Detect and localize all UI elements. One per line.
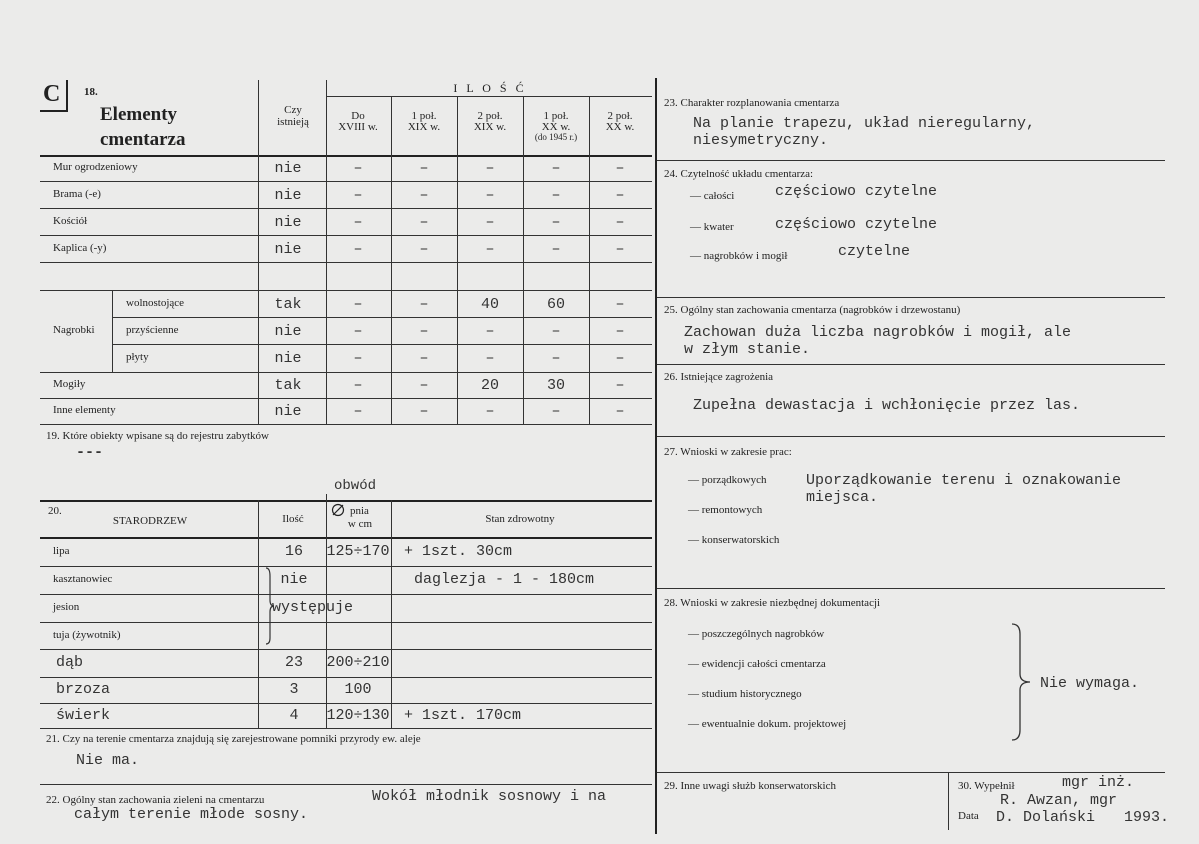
q22-answer-1: Wokół młodnik sosnowy i na [372, 788, 607, 805]
q28-brace-mark [1010, 622, 1032, 747]
tree-quantity: 3 [289, 681, 299, 698]
q20-col-obwod-1: pnia [350, 505, 369, 517]
row-period-value: – [615, 186, 625, 204]
q24-answer-calosci: częściowo czytelne [775, 183, 938, 200]
row-period-value: – [615, 377, 625, 394]
q21-label: 21. Czy na terenie cmentarza znajdują się zarejestrowane pomniki przyrody ew. aleje [46, 733, 421, 745]
q23-label: 23. Charakter rozplanowania cmentarza [664, 97, 840, 109]
q20-col-obwod-2: w cm [347, 518, 373, 530]
row-period-value: – [615, 213, 625, 231]
q28-item-1: — poszczególnych nagrobków [688, 628, 825, 640]
q23-answer-1: Na planie trapezu, układ nieregularny, [693, 115, 1036, 132]
row-period-value: – [419, 295, 429, 313]
tree-quantity: 16 [284, 542, 304, 560]
row-period-value: – [485, 350, 495, 367]
section-title-line1: Elementy [100, 104, 178, 125]
period-header-3-line-2: XIX w. [473, 121, 507, 133]
q28-item-4: — ewentualnie dokum. projektowej [688, 718, 847, 730]
period-header-1-line-1: Do [351, 110, 365, 122]
q27-label: 27. Wnioski w zakresie prac: [664, 446, 792, 458]
q27-item-remontowych: — remontowych [688, 504, 763, 516]
row-period-value: 40 [480, 295, 500, 313]
q20-col-ilosc: Ilość [282, 513, 304, 525]
row-period-value: 30 [546, 377, 566, 394]
row-period-value: – [485, 213, 495, 231]
period-header-2-line-2: XIX w. [407, 121, 441, 133]
row-period-value: – [353, 377, 363, 394]
row-period-value: – [485, 403, 495, 420]
row-exists-value: nie [274, 350, 302, 367]
tree-quantity: 23 [284, 654, 304, 671]
period-header-5-line-1: 2 poł. [607, 110, 633, 122]
row-period-value: – [353, 350, 363, 367]
q30-line2: R. Awzan, mgr [1000, 792, 1118, 809]
tree-name: lipa [53, 544, 70, 557]
row-period-value: – [551, 186, 561, 204]
row-period-value: – [419, 377, 429, 394]
row-period-value: – [615, 240, 625, 258]
q19-label: 19. Które obiekty wpisane są do rejestru zabytków [46, 430, 269, 442]
row-period-value: – [353, 186, 363, 204]
row-label: Brama (-e) [53, 187, 101, 200]
period-header-3-line-1: 2 poł. [477, 110, 503, 122]
q24-item-calosci: — całości [690, 190, 735, 202]
tree-circumference: 120÷130 [326, 706, 390, 724]
row-period-value: – [551, 403, 561, 420]
row-period-value: – [419, 186, 429, 204]
tree-name: świerk [56, 706, 111, 724]
q25-label: 25. Ogólny stan zachowania cmentarza (nagrobków i drzewostanu) [664, 304, 961, 316]
q22-label: 22. Ogólny stan zachowania zieleni na cmentarzu [46, 794, 265, 806]
q20-col-stan: Stan zdrowotny [485, 513, 555, 525]
tree-circumference: 100 [344, 681, 372, 698]
row-period-value: – [353, 322, 363, 340]
row-exists-value: nie [274, 322, 302, 340]
row-period-value: – [615, 160, 625, 177]
row-period-value: – [615, 350, 625, 367]
q26-answer: Zupełna dewastacja i wchłonięcie przez las. [693, 397, 1081, 414]
row-exists-value: nie [274, 213, 302, 231]
q26-label: 26. Istniejące zagrożenia [664, 371, 774, 383]
q28-item-2: — ewidencji całości cmentarza [688, 658, 826, 670]
nagrobki-label: Nagrobki [53, 324, 95, 336]
row-period-value: – [353, 213, 363, 231]
row-period-value: – [485, 240, 495, 258]
row-period-value: – [419, 403, 429, 420]
row-label: wolnostojące [126, 296, 185, 309]
q25-answer-1: Zachowan duża liczba nagrobków i mogił, ale [684, 324, 1072, 341]
q21-answer: Nie ma. [76, 752, 140, 769]
q24-answer-nagrobkow: czytelne [838, 243, 911, 260]
col-czy-label-1: Czy [284, 104, 302, 116]
row-period-value: – [353, 240, 363, 258]
q23-answer-2: niesymetryczny. [693, 132, 829, 149]
row-exists-value: tak [274, 295, 302, 313]
row-period-value: – [419, 350, 429, 367]
row-period-value: 20 [480, 377, 500, 394]
q28-label: 28. Wnioski w zakresie niezbędnej dokumentacji [664, 597, 881, 609]
tree-quantity: nie [280, 571, 308, 588]
row-period-value: – [615, 295, 625, 313]
period-header-5-line-2: XX w. [605, 121, 635, 133]
q20-brace-note: występuje [272, 599, 354, 616]
row-period-value: – [551, 350, 561, 367]
tree-circumference: 200÷210 [326, 654, 390, 671]
tree-health: + 1szt. 30cm [404, 542, 513, 560]
q27-item-porzadkowych: — porządkowych [688, 474, 767, 486]
period-header-2-line-1: 1 poł. [411, 110, 437, 122]
q29-label: 29. Inne uwagi służb konserwatorskich [664, 780, 836, 792]
row-exists-value: nie [274, 160, 302, 177]
q20-number: 20. [48, 505, 62, 517]
q24-item-nagrobkow: — nagrobków i mogił [690, 250, 788, 262]
row-period-value: – [551, 213, 561, 231]
row-period-value: – [419, 322, 429, 340]
row-label: przyścienne [126, 323, 179, 336]
row-period-value: – [353, 403, 363, 420]
row-label: Inne elementy [53, 404, 116, 416]
row-period-value: – [419, 160, 429, 177]
q30-line1: mgr inż. [1062, 774, 1135, 791]
row-label: Kościół [53, 214, 88, 227]
row-period-value: – [551, 240, 561, 258]
tree-name: jesion [53, 601, 80, 613]
row-period-value: – [419, 213, 429, 231]
q24-answer-kwater: częściowo czytelne [775, 216, 938, 233]
row-period-value: – [551, 160, 561, 177]
q27-item-konserwatorskich: — konserwatorskich [688, 534, 780, 546]
q30-year: 1993. [1124, 809, 1170, 826]
q28-answer: Nie wymaga. [1040, 675, 1140, 692]
row-period-value: – [353, 295, 363, 313]
tree-quantity: 4 [289, 706, 299, 724]
tree-health: + 1szt. 170cm [404, 706, 522, 724]
q24-label: 24. Czytelność układu cmentarza: [664, 168, 814, 180]
tree-name: tuja (żywotnik) [53, 628, 121, 641]
q27-answer-2: miejsca. [806, 489, 879, 506]
q19-answer: --- [76, 444, 104, 461]
q24-item-kwater: — kwater [690, 221, 734, 233]
row-exists-value: tak [274, 377, 302, 394]
tree-health: daglezja - 1 - 180cm [414, 571, 595, 588]
row-period-value: – [615, 322, 625, 340]
row-period-value: – [615, 403, 625, 420]
q25-answer-2: w złym stanie. [684, 341, 811, 358]
period-header-4-line-2: XX w. [541, 121, 571, 133]
row-exists-value: nie [274, 240, 302, 258]
period-header-4-line-1: 1 poł. [543, 110, 569, 122]
section-number: 18. [84, 86, 98, 98]
row-period-value: – [353, 160, 363, 177]
section-c-letter-box [40, 80, 68, 112]
q20-title: STARODRZEW [112, 515, 188, 527]
diameter-icon [331, 503, 345, 517]
row-period-value: – [485, 160, 495, 177]
tree-name: brzoza [56, 681, 111, 698]
row-label: płyty [126, 351, 149, 363]
section-title-line2: cmentarza [100, 129, 186, 150]
tree-circumference: 125÷170 [326, 542, 390, 560]
section-letter: C [43, 81, 61, 107]
q27-answer-1: Uporządkowanie terenu i oznakowanie [806, 472, 1122, 489]
row-label: Mur ogrodzeniowy [53, 161, 138, 173]
q30-label: 30. Wypełnił [958, 780, 1015, 792]
row-period-value: – [485, 186, 495, 204]
tree-name: kasztanowiec [53, 573, 113, 585]
row-period-value: 60 [546, 295, 566, 313]
row-period-value: – [419, 240, 429, 258]
row-exists-value: nie [274, 403, 302, 420]
q22-answer-2: całym terenie młode sosny. [74, 806, 309, 823]
q28-item-3: — studium historycznego [688, 688, 802, 700]
row-exists-value: nie [274, 186, 302, 204]
ilosc-header: I L O Ś Ć [453, 81, 527, 95]
period-header-1-line-2: XVIII w. [338, 121, 378, 133]
col-czy-label-2: istnieją [277, 116, 309, 128]
row-period-value: – [485, 322, 495, 340]
row-label: Mogiły [53, 378, 86, 390]
q20-obwod-handwritten: obwód [334, 478, 377, 494]
row-period-value: – [551, 322, 561, 340]
period-header-4-line-3: (do 1945 r.) [534, 132, 578, 142]
q30-line3: D. Dolański [996, 809, 1096, 826]
tree-name: dąb [56, 654, 84, 671]
q30-data-label: Data [958, 810, 979, 822]
row-label: Kaplica (-y) [53, 241, 107, 254]
